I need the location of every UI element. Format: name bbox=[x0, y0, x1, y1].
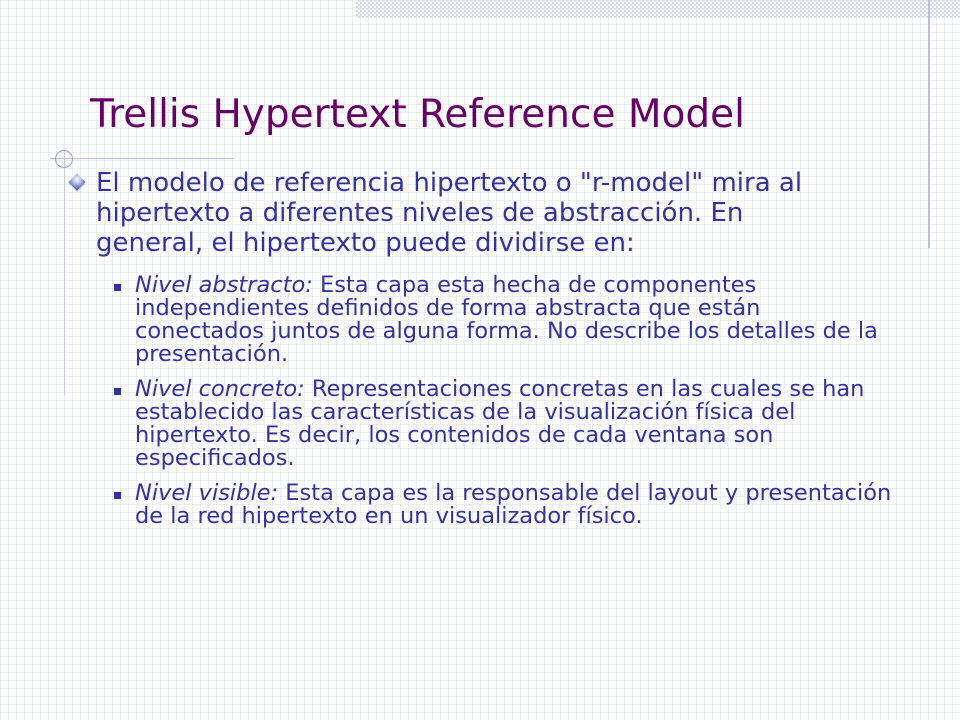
sub-bullet-term: Nivel concreto: bbox=[135, 376, 305, 402]
diamond-bullet-icon bbox=[69, 174, 86, 191]
sub-bullet-term: Nivel visible: bbox=[135, 480, 279, 506]
sub-bullet-abstract bbox=[62, 274, 895, 366]
slide-content bbox=[62, 168, 922, 540]
sub-bullet-visible bbox=[62, 482, 895, 528]
top-decorative-band bbox=[356, 0, 960, 18]
sub-bullet-concrete bbox=[62, 378, 895, 470]
sub-bullet-text: Esta capa esta hecha de componentes independientes definidos de forma abstracta que están conectados juntos de alguna forma. No describe los detalles de la presentación. bbox=[135, 272, 878, 367]
sub-bullet-text: Representaciones concretas en las cuales se han establecido las características de la visualización física del hipertexto. Es decir, los contenidos de cada ventana son especificados. bbox=[135, 376, 865, 471]
slide-title: Trellis Hypertext Reference Model bbox=[90, 92, 745, 137]
square-bullet-icon bbox=[114, 492, 121, 499]
sub-bullet-text: Esta capa es la responsable del layout y presentación de la red hipertexto en un visualizador físico. bbox=[135, 480, 892, 529]
main-bullet bbox=[62, 168, 856, 258]
right-decorative-line bbox=[928, 0, 930, 248]
title-underline-decoration bbox=[50, 158, 234, 159]
sub-bullet-term: Nivel abstracto: bbox=[135, 272, 313, 298]
square-bullet-icon bbox=[114, 388, 121, 395]
square-bullet-icon bbox=[114, 284, 121, 291]
main-bullet-text: El modelo de referencia hipertexto o "r-model" mira al hipertexto a diferentes niveles de abstracción. En general, el hipertexto puede dividirse en: bbox=[96, 168, 803, 258]
ring-decoration bbox=[55, 150, 73, 168]
